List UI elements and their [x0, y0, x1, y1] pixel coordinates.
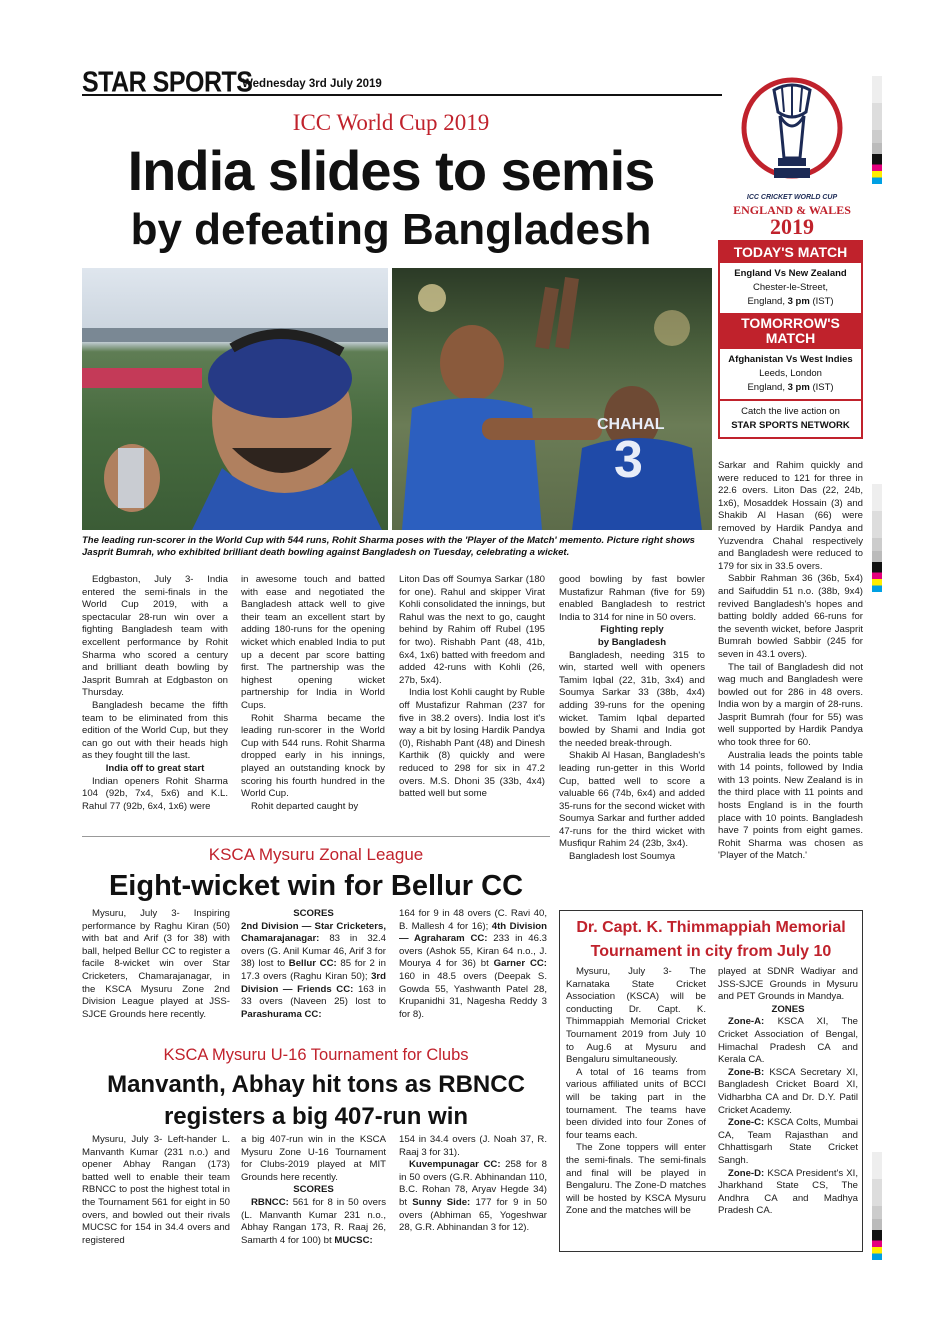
paragraph: Bangladesh lost Soumya — [569, 851, 676, 863]
story2-column-2 — [241, 908, 386, 1036]
main-headline-1: India slides to semis — [127, 139, 655, 202]
paragraph: Shakib Al Hasan, Bangladesh's leading run-getter in this World Cup, batted well to score a valuable 66 (74b, 6x4) and added 35-runs for the second wicket with Soumya Sarkar and further added 47-runs for the third wicket with Musfiqur Rahim 24 (23b, 3x4). — [559, 750, 705, 850]
zone-label: Zone-D: — [728, 1167, 765, 1179]
photo-caption: The leading run-scorer in the World Cup with 544 runs, Rohit Sharma poses with the 'Player of the Match' memento. Picture right shows Jasprit Bumrah, who exhibited brilliant death bowling against Bangladesh on Tuesday, celebrating a wicket. — [82, 535, 695, 558]
score-text: 164 for 9 in 48 overs (C. Ravi 40, B. Mallesh 4 for 16); — [399, 908, 547, 932]
main-story-column-1 — [82, 574, 228, 826]
paragraph — [718, 1168, 858, 1218]
paragraph — [399, 1159, 547, 1235]
story3-headline-2: registers a big 407-run win — [163, 1103, 469, 1130]
story3-column-2 — [241, 1134, 386, 1262]
paragraph: Rohit departed caught by — [251, 800, 359, 812]
score-text: 177 for 9 in 50 overs (Abhiman 65, Yogeshwar 28, G.R. Abhinandan 3 for 12). — [399, 1196, 547, 1234]
trophy-icon — [722, 76, 862, 196]
logo-year: 2019 — [770, 214, 814, 239]
subheading: by Bangladesh — [597, 636, 667, 648]
jersey-name: CHAHAL — [597, 416, 665, 433]
catch-line: Catch the live action on — [741, 406, 840, 417]
score-text: 83 in 32.4 overs (G. Anil Kumar 46, Arif 3 for 38) lost to — [241, 933, 386, 970]
todays-fixture: England Vs New Zealand — [734, 268, 847, 279]
photo-bumrah-celebration — [392, 268, 712, 530]
main-headline-2: by defeating Bangladesh — [130, 205, 652, 254]
tomorrows-time: 3 pm — [787, 382, 810, 393]
team-name: Kuvempunagar CC: — [409, 1159, 501, 1171]
tomorrows-time-line — [722, 381, 859, 395]
score-text: 258 for 8 in 50 overs (G.R. Abhinandan 110, B.C. Rohan 78, Aryav Hegde 34) bt — [399, 1159, 547, 1208]
broadcast-network: STAR SPORTS NETWORK — [731, 420, 850, 431]
zone-teams: KSCA Colts, Mumbai CA, Team Rajasthan and Chhattisgarh State Cricket Sangh. — [718, 1117, 858, 1166]
subheading: Fighting reply — [600, 624, 664, 636]
paragraph: Australia leads the points table with 14 points, followed by India with 13 points. New Zealand is in the third place with 11 points and hosts England is in the fourth place with 10 points. Bangladesh have 7 points from eight games. Rohit Sharma was chosen as 'Player of the Match.' — [718, 749, 863, 862]
paragraph: played at SDNR Wadiyar and JSS-SJCE Grounds in Mysuru and PET Grounds in Mandya. — [718, 966, 858, 1003]
scores-label: SCORES — [293, 1184, 334, 1196]
photo-rohit-sharma — [82, 268, 388, 530]
paragraph: The Zone toppers will enter the semi-finals. The semi-finals and final will be played in Bengaluru. The Zone-D matches will be hosted by KSCA Mysuru Zone and the matches will be — [566, 1142, 706, 1217]
main-story-column-3 — [399, 574, 545, 826]
score-text: 233 in 46.3 overs (Ashok 55, Kiran 64 n.o., J. Mourya 4 for 36) bt — [399, 933, 547, 970]
story2-kicker: KSCA Mysuru Zonal League — [208, 845, 424, 864]
todays-timezone: (IST) — [812, 296, 834, 307]
scores-label: SCORES — [293, 908, 334, 919]
subheading: India off to great start — [105, 762, 205, 774]
tomorrows-match-details — [720, 349, 861, 401]
story4-column-2 — [718, 966, 858, 1248]
story3-kicker: KSCA Mysuru U-16 Tournament for Clubs — [163, 1046, 469, 1064]
paragraph — [718, 1067, 858, 1117]
team-name: MUCSC: — [334, 1234, 373, 1246]
todays-match-details — [720, 263, 861, 313]
paragraph: Sarkar and Rahim quickly and were reduced to 121 for three in 22.6 overs. Liton Das (22, 24b, 1x6), Mosaddek Hossain (3) and Shakib Al Hasan (66) were removed by Hardik Pandya and Yuzvendra Chahal respectively and Bangladesh were reduced to 179 for six in 33.5 overs. — [718, 460, 863, 572]
main-kicker: ICC World Cup 2019 — [292, 110, 490, 135]
paragraph: Sabbir Rahman 36 (36b, 5x4) and Saifuddin 51 n.o. (38b, 9x4) revived Bangladesh's hopes and batting boldly added 66-runs for the seventh wicket, before Jasprit Bumrah bowled Sabbir (245 for seven in 43.1 overs). — [718, 573, 863, 660]
paragraph: good bowling by fast bowler Mustafizur Rahman (five for 59) enabled Bangladesh to restrict India to 314 for nine in 50 overs. — [559, 574, 705, 623]
score-text: 85 for 2 in 17.3 overs (Raghu Kiran 50); — [241, 958, 386, 982]
paragraph: The tail of Bangladesh did not wag much and Bangladesh were bowled out for 286 in 48 overs. India won by a margin of 28-runs. Jasprit Bumrah (four for 55) was well supported by Hardik Pandya who took three for 60. — [718, 661, 863, 749]
zone-teams: KSCA XI, The Cricket Association of Bengal, Himachal Pradesh CA and Kerala CA. — [718, 1016, 858, 1066]
todays-place: England, — [747, 296, 785, 307]
logo-line1: ICC CRICKET WORLD CUP — [746, 194, 838, 201]
rohit-portrait-illustration — [82, 268, 388, 530]
paragraph: in awesome touch and batted with ease and negotiated the Bangladesh attack well to give their team an excellent start by adding 180-runs for the opening wicket which enabled India to put up a decent par score batting first. The partnership was the highest opening wicket partnership for India in World Cups. — [241, 574, 385, 711]
paragraph — [718, 1016, 858, 1066]
jersey-number: 3 — [614, 431, 643, 489]
tomorrows-match-heading: TOMORROW'S MATCH — [720, 313, 861, 349]
tomorrows-fixture: Afghanistan Vs West Indies — [728, 354, 853, 365]
broadcast-info — [720, 401, 861, 437]
registration-bar-top — [872, 76, 882, 184]
tomorrows-timezone: (IST) — [812, 382, 834, 393]
paragraph — [241, 921, 386, 1022]
issue-date: Wednesday 3rd July 2019 — [242, 78, 382, 90]
bumrah-illustration — [392, 268, 712, 530]
paragraph: Liton Das off Soumya Sarkar (180 for one). Rahul and skipper Virat Kohli consolidated the innings, but Rahul was the next to go, caught behind by Rahim off Rubel (195 for two). Rishabh Pant (48, 41b, 6x4, 1x6) batted with freedom and added 42-runs with Kohli (26, 27b, 5x4). — [399, 574, 545, 686]
zone-label: Zone-A: — [728, 1016, 765, 1028]
tomorrows-venue: Leeds, London — [759, 368, 822, 379]
zone-teams: KSCA Secretary XI, Bangladesh Cricket Board XI, Vidharbha CA and Dr. D.Y. Patil Cricket Academy. — [718, 1066, 858, 1116]
score-text: 160 in 48.5 overs (Deepak S. Gowda 55, Yashwanth Patel 28, Krupanidhi 31, Nagesha Reddy 3 for 8). — [399, 970, 547, 1020]
story4-headline-1: Dr. Capt. K. Thimmappiah Memorial — [576, 919, 846, 936]
score-text: 561 for 8 in 50 overs (L. Manvanth Kumar 231 n.o., Abhay Rangan 173, R. Raaj 26, Samarth 4 for 100) bt — [241, 1196, 386, 1246]
tomorrows-place: England, — [747, 382, 785, 393]
story2-column-1 — [82, 908, 230, 1036]
paragraph — [399, 908, 547, 1021]
story4-headline-2: Tournament in city from July 10 — [590, 943, 832, 960]
zone-label: Zone-C: — [728, 1117, 765, 1129]
zones-label: ZONES — [771, 1003, 805, 1015]
team-name: Sunny Side: — [412, 1196, 471, 1208]
brand-name: STAR SPORTS — [82, 66, 253, 99]
todays-venue: Chester-le-Street, — [753, 282, 828, 293]
paragraph: Mysuru, July 3- Left-hander L. Manvanth Kumar (231 n.o.) and opener Abhay Rangan (173) batted well to enable their team RBNCC to post the highest total in the Tournament 561 for eight in 50 overs, and bowled out their rivals MUCSC for 154 in 34.4 overs and registered — [82, 1134, 230, 1246]
registration-bar-bottom — [872, 1152, 882, 1260]
division-label: 4th Division — Agraharam CC: — [399, 920, 547, 945]
registration-bar-middle — [872, 484, 882, 592]
team-name: Parashurama CC: — [241, 1008, 322, 1020]
division-label: 2nd Division — Star Cricketers, Chamarajanagar: — [241, 920, 386, 945]
paragraph: A total of 16 teams from various affiliated units of BCCI will be taking part in the tournament. The teams have been divided into four Zones of four teams each. — [566, 1066, 706, 1141]
paragraph: Indian openers Rohit Sharma 104 (92b, 7x4, 5x6) and K.L. Rahul 77 (92b, 6x4, 1x6) were — [82, 775, 228, 812]
paragraph: Rohit Sharma became the leading run-scorer in the World Cup with 544 runs. Rohit Sharma dropped early in his innings, played an outstanding knock by scoring his fourth hundred in the World Cup. — [241, 712, 385, 800]
paragraph: 154 in 34.4 overs (J. Noah 37, R. Raaj 3 for 31). — [399, 1134, 547, 1158]
paragraph — [718, 1117, 858, 1167]
team-name: RBNCC: — [251, 1196, 289, 1208]
paragraph: a big 407-run win in the KSCA Mysuru Zone U-16 Tournament for Clubs-2019 played at MIT Grounds here recently. — [241, 1134, 386, 1183]
main-story-column-2 — [241, 574, 385, 826]
world-cup-logo — [722, 76, 862, 238]
todays-match-heading: TODAY'S MATCH — [720, 242, 861, 263]
paragraph: Mysuru, July 3- Inspiring performance by Raghu Kiran (50) with bat and Arif (3 for 38) with ball, helped Bellur CC to register a facile 8-wicket win over Star Cricketers, Chamarajanagar, in the KSCA Mysuru Zone 2nd Division League played at JSS-SJCE Grounds here recently. — [82, 908, 230, 1020]
todays-time-line — [722, 295, 859, 309]
zone-teams: KSCA President's XI, Jharkhand State CS, The Andhra CA and Madhya Pradesh CA. — [718, 1167, 858, 1217]
paragraph: Bangladesh, needing 315 to win, started well with openers Tamim Iqbal (22, 31b, 3x4) and Soumya Sarkar 33 (38b, 4x4) adding 39-runs for the opening wicket. Tamim Iqbal departed bowled by Shami and India got the needed break-through. — [559, 649, 705, 749]
divider — [82, 836, 550, 837]
story3-column-3 — [399, 1134, 547, 1262]
story3-column-1 — [82, 1134, 230, 1262]
logo-line2: ENGLAND & WALES — [733, 203, 851, 217]
story3-headline-1: Manvanth, Abhay hit tons as RBNCC — [107, 1071, 525, 1098]
story4-column-1 — [566, 966, 706, 1248]
zone-label: Zone-B: — [728, 1066, 765, 1078]
paragraph — [241, 1197, 386, 1247]
paragraph: Bangladesh became the fifth team to be eliminated from this edition of the World Cup, but they can go out with their heads high as they fought till the last. — [82, 699, 228, 762]
team-name: Bellur CC: — [288, 958, 337, 970]
score-text: 163 in 33 overs (Naveen 25) lost to — [241, 983, 386, 1008]
paragraph: India lost Kohli caught by Ruble off Mustafizur Rahman (237 for five in 38.2 overs). India lost it's way a bit by losing Hardik Pandya (0), Rishabh Pant (48) and Dinesh Karthik (8) quickly and were reduced to 298 for six in 47.2 overs. M.S. Dhoni 35 (33b, 4x4) batted well but some — [399, 687, 545, 800]
main-story-column-5 — [718, 460, 863, 908]
todays-time: 3 pm — [787, 296, 810, 307]
paragraph: Mysuru, July 3- The Karnataka State Cricket Association (KSCA) will be conducting Dr. Capt. K. Thimmappiah Memorial Cricket Tournament 2019 from July 10 to Aug.6 at Mysuru and Bengaluru simultaneously. — [566, 966, 706, 1066]
team-name: Garner CC: — [493, 958, 547, 970]
story2-headline: Eight-wicket win for Bellur CC — [108, 870, 524, 902]
division-label: 3rd Division — Friends CC: — [241, 970, 386, 995]
main-story-column-4 — [559, 574, 705, 906]
match-schedule-box — [718, 240, 863, 439]
story2-column-3 — [399, 908, 547, 1036]
paragraph: Edgbaston, July 3- India entered the semi-finals in the World Cup 2019, with a spectacular 28-run win over a fighting Bangladesh team with excellent performance by Rohit Sharma who scored a century and brilliant death bowling by Jasprit Bumrah at Edgbaston on Thursday. — [82, 574, 228, 699]
